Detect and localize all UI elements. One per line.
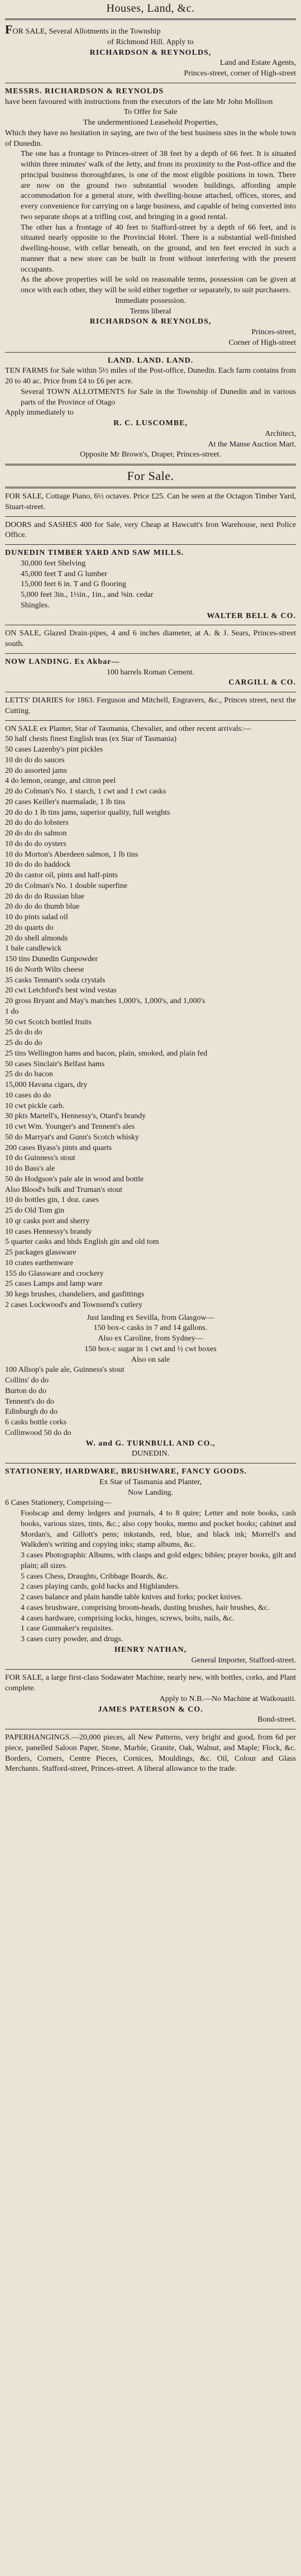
ad-text: 4 cases brushware, comprising broom-heads, dusting brushes, hair brushes, &c. <box>21 1603 270 1612</box>
divider <box>5 18 296 20</box>
list-item: 25 cases Lamps and lamp ware <box>5 1280 103 1289</box>
ad-text: 45,000 feet T and G lumber <box>21 569 108 578</box>
list-item: 20 gross Bryant and May's matches 1,000's, 1,000's, and 1,000's <box>5 997 206 1005</box>
list-item: 30 kegs brushes, chandeliers, and gasfittings <box>5 1290 145 1299</box>
advertiser-name: WALTER BELL & CO. <box>207 611 296 620</box>
list-item: 35 casks Tennant's soda crystals <box>5 976 106 985</box>
ad-text: Apply to N.B.—No Machine at Waikouaiti. <box>159 1694 296 1703</box>
ad-text: Tennent's do do <box>5 1397 54 1406</box>
ad-heading: MESSRS. RICHARDSON & REYNOLDS <box>5 87 164 96</box>
ad-text: Land and Estate Agents, <box>219 59 296 68</box>
ad-address: General Importer, Stafford-street. <box>191 1656 296 1665</box>
list-item: 50 half chests finest English teas (ex Star of Tasmania) <box>5 735 177 744</box>
list-item: 25 do do bacon <box>5 1070 53 1079</box>
section-heading-for-sale: For Sale. <box>127 469 174 483</box>
ad-text: As the above properties will be sold on reasonable terms, possession can be given at once with each other, they will be sold either together or separately, to suit purchasers. <box>21 275 296 294</box>
list-item: 10 do do do oysters <box>5 839 66 848</box>
list-item: 50 do Marryat's and Gunn's Scotch whisky <box>5 1133 139 1142</box>
list-item: 50 do Hodgson's pale ale in wood and bottle <box>5 1175 144 1184</box>
ad-text: 3 cases Photographic Albums, with clasps and gold edges; bibles; prayer books, gilt and plain; all sizes. <box>21 1551 296 1570</box>
ad-line <box>5 23 296 37</box>
ad-text: Several TOWN ALLOTMENTS for Sale in the Township of Dunedin and in various parts of the Province of Otago <box>21 387 296 407</box>
list-item: 20 do do do lobsters <box>5 819 69 828</box>
newspaper-column <box>5 0 296 1775</box>
list-item: 20 cases Keiller's marmalade, 1 lb tins <box>5 797 126 806</box>
list-item: 10 cwt Wm. Younger's and Tennent's ales <box>5 1123 135 1131</box>
ad-text: Edinburgh do do <box>5 1408 58 1417</box>
advertiser-name: CARGILL & CO. <box>228 678 296 687</box>
list-item: 200 cases Byass's pints and quarts <box>5 1143 112 1152</box>
ad-now-landing <box>5 657 296 688</box>
list-item: 20 do do do salmon <box>5 829 67 838</box>
list-item: 20 do Colman's No. 1 starch, 1 cwt and 1 cwt casks <box>5 787 166 796</box>
list-item: 10 do Bass's ale <box>5 1165 55 1173</box>
list-item: 25 tins Wellington hams and bacon, plain, smoked, and plain fed <box>5 1049 208 1058</box>
ad-text: Now Landing. <box>128 1488 173 1497</box>
ad-paperhangings <box>5 1733 296 1775</box>
ad-text: 4 cases hardware, comprising locks, hinges, screws, bolts, nails, &c. <box>21 1614 235 1623</box>
ad-letts-diaries <box>5 696 296 717</box>
list-item: Also Blood's bulk and Truman's stout <box>5 1185 123 1194</box>
list-item: 50 cases Lazenby's pint pickles <box>5 745 103 754</box>
ad-text: LETTS' DIARIES for 1863. Ferguson and Mitchell, Engravers, &c., Princes street, next the Cutting. <box>5 696 296 715</box>
divider <box>5 544 296 545</box>
divider <box>5 516 296 517</box>
ad-text: Apply immediately to <box>5 408 74 417</box>
ad-text: DOORS and SASHES 400 for Sale, very Cheap at Hawcutt's Iron Warehouse, next Police Office. <box>5 520 296 540</box>
list-item: 10 qr casks port and sherry <box>5 1216 90 1225</box>
item-list <box>5 734 296 1310</box>
list-item: 5 quarter casks and hhds English gin and old tom <box>5 1238 159 1247</box>
list-item: 30 pkts Martell's, Hennessy's, Otard's brandy <box>5 1112 146 1121</box>
divider <box>5 487 296 488</box>
advertiser-name: JAMES PATERSON & CO. <box>98 1705 203 1714</box>
ad-text: 6 Cases Stationery, Comprising— <box>5 1499 112 1508</box>
list-item: 50 cwt Scotch bottled fruits <box>5 1018 92 1026</box>
list-item: 20 cwt Letchford's best wind vestas <box>5 986 117 995</box>
ad-glazed-pipes <box>5 629 296 650</box>
ad-text: Terms liberal <box>130 307 171 316</box>
ad-address: DUNEDIN. <box>131 1449 170 1458</box>
ad-text: The one has a frontage to Princes-street of 38 feet by a depth of 66 feet. It is situated within three minutes' walk of the Jetty, and from its proximity to the Post-office and the principal business thoroughfares, is one of the most eligible positions in town. There are now on the ground two substantial wooden buildings, affording ample accommodation for a general store, with dwelling-house attached, offices, stores, and every convenience for carrying on a large business, and capable of being converted into two separate shops at a trifling cost, and bringing in a good rental. <box>21 150 296 221</box>
ad-text: 100 Allsop's pale ale, Guinness's stout <box>5 1366 125 1375</box>
list-item: 10 do bottles gin, 1 doz. cases <box>5 1196 99 1205</box>
divider <box>5 720 296 721</box>
list-item: 25 do do do <box>5 1039 42 1047</box>
ad-text: Architect, <box>265 429 296 438</box>
list-item: 25 packages glassware <box>5 1248 77 1257</box>
list-item: 1 bale candlewick <box>5 944 62 953</box>
ad-text: ON SALE, Glazed Drain-pipes, 4 and 6 inches diameter, at A. & J. Sears, Princes-street south. <box>5 629 296 648</box>
advertiser-name: RICHARDSON & REYNOLDS, <box>89 317 212 326</box>
ad-text: 30,000 feet Shelving <box>21 559 86 568</box>
list-item: 10 do do do sauces <box>5 755 65 764</box>
ad-text: To Offer for Sale <box>123 108 178 117</box>
ad-text: 15,000 feet 6 in. T and G flooring <box>21 580 126 589</box>
list-item: 50 cases Sinclair's Belfast hams <box>5 1059 105 1068</box>
list-item: 10 cases do do <box>5 1091 51 1100</box>
ad-heading: NOW LANDING. Ex Akbar— <box>5 657 120 666</box>
section-heading-houses: Houses, Land, &c. <box>106 2 195 15</box>
ad-text: 100 barrels Roman Cement. <box>106 668 195 677</box>
ad-address: Princes-street, corner of High-street <box>184 69 296 78</box>
ad-text: 5 cases Chess, Draughts, Cribbage Boards, &c. <box>21 1572 169 1581</box>
ad-land <box>5 356 296 461</box>
list-item: 4 do lemon, orange, and citron peel <box>5 777 116 786</box>
ad-text: 150 box-c casks in 7 and 14 gallons. <box>93 1324 208 1333</box>
list-item: 155 do Glassware and crockery <box>5 1269 104 1278</box>
list-item: 2 cases Lockwood's and Townsend's cutlery <box>5 1300 143 1309</box>
divider <box>5 1669 296 1670</box>
list-item: 10 do Morton's Aberdeen salmon, 1 lb tins <box>5 850 138 859</box>
ad-sodawater-machine <box>5 1673 296 1726</box>
ad-text: Also on sale <box>131 1355 170 1364</box>
list-item: 10 do do do haddock <box>5 861 71 869</box>
list-item: 1 do <box>5 1007 19 1016</box>
ad-heading: LAND. LAND. LAND. <box>107 356 194 365</box>
ad-text: 2 cases balance and plain handle table knives and forks; pocket knives. <box>21 1593 243 1601</box>
ad-stationery <box>5 1467 296 1666</box>
ad-text: 6 casks bottle corks <box>5 1418 67 1427</box>
ad-text: FOR SALE, a large first-class Sodawater Machine, nearly new, with bottles, corks, and Plant complete. <box>5 1674 296 1693</box>
ad-text: Which they have no hesitation in saying, are two of the best business sites in the whole town of Dunedin. <box>5 129 296 148</box>
ad-allotments <box>5 23 296 79</box>
list-item: 20 do castor oil, pints and half-pints <box>5 871 118 880</box>
list-item: 25 do do do <box>5 1028 42 1037</box>
ad-text: Ex Star of Tasmania and Planter, <box>99 1477 202 1486</box>
divider <box>5 352 296 353</box>
ad-timber-yard <box>5 548 296 621</box>
ad-text: FOR SALE, Cottage Piano, 6½ octaves. Price £25. Can be seen at the Octagon Timber Yard, Stuart-street. <box>5 492 296 511</box>
ad-doors-sashes <box>5 520 296 541</box>
list-item: 150 tins Dunedin Gunpowder <box>5 955 98 963</box>
list-item: 25 do Old Tom gin <box>5 1206 65 1215</box>
ad-richardson-properties <box>5 87 296 349</box>
advertiser-name: R. C. LUSCOMBE, <box>113 419 188 427</box>
list-item: 10 cwt pickle carb. <box>5 1101 65 1110</box>
ad-text: The undermentioned Leasehold Properties, <box>83 118 218 127</box>
list-item: 20 do assorted jams <box>5 766 67 775</box>
ad-text: The other has a frontage of 40 feet to Stafford-street by a depth of 66 feet, and is situated nearly opposite to the Provincial Hotel. There is a substantial well-finished dwelling-house, with cellar beneath, on the ground, and ten feet erected in such a manner that a new store can be built in front without interfering with the present occupants. <box>21 223 296 274</box>
ad-text: Immediate possession. <box>115 296 186 305</box>
ad-text: 2 cases playing cards, gold backs and Highlanders. <box>21 1582 180 1591</box>
ad-text: Princes-street, <box>251 328 296 336</box>
advertiser-name: HENRY NATHAN, <box>114 1645 187 1654</box>
ad-text: Shingles. <box>21 601 50 610</box>
ad-text: Collins' do do <box>5 1376 49 1385</box>
ad-text: 150 box-c sugar in 1 cwt and ½ cwt boxes <box>84 1344 217 1353</box>
advertiser-name: W. and G. TURNBULL AND CO., <box>85 1439 216 1448</box>
ad-intro: ON SALE ex Planter, Star of Tasmania, Chevalier, and other recent arrivals:— <box>5 724 251 733</box>
ad-text: TEN FARMS for Sale within 5½ miles of the Post-office, Dunedin. Each farm contains from 20 to 40 ac. Price from £4 to £6 per acre. <box>5 367 296 386</box>
ad-text: At the Manse Auction Mart. <box>208 440 296 449</box>
list-item: 20 do Colman's No. 1 double superfine <box>5 881 128 890</box>
list-item: 10 cases Hennessy's brandy <box>5 1227 92 1236</box>
drop-cap: F <box>5 22 13 36</box>
ad-text: Burton do do <box>5 1386 46 1395</box>
ad-on-sale-ex-planter <box>5 724 296 1460</box>
list-item: 20 do quarts do <box>5 923 54 932</box>
ad-heading: DUNEDIN TIMBER YARD AND SAW MILLS. <box>5 549 184 557</box>
list-item: 20 do do do Russian blue <box>5 892 84 901</box>
ad-address: Bond-street. <box>257 1715 296 1724</box>
ad-text: 3 cases curry powder, and drugs. <box>21 1635 123 1643</box>
ad-address: Corner of High-street <box>228 338 296 347</box>
list-item: 20 do do 1 lb tins jams, superior quality, full weights <box>5 808 170 817</box>
advertiser-name: RICHARDSON & REYNOLDS, <box>89 48 212 57</box>
list-item: 10 crates earthenware <box>5 1258 74 1267</box>
ad-text: Also ex Caroline, from Sydney— <box>98 1334 203 1343</box>
divider <box>5 653 296 654</box>
ad-text: 5,000 feet 3in., 1½in., 1in., and ⅝in. cedar <box>21 591 154 599</box>
list-item: 20 do do do thumb blue <box>5 902 80 911</box>
ad-text: have been favoured with instructions from the executors of the late Mr John Mollison <box>5 97 273 106</box>
list-item: 10 do Guinness's stout <box>5 1154 75 1163</box>
list-item: 16 do North Wilts cheese <box>5 965 84 974</box>
list-item: 10 do pints salad oil <box>5 913 68 921</box>
ad-address: Opposite Mr Brown's, Draper, Princes-street. <box>80 450 221 459</box>
ad-text: OR SALE, Several Allotments in the Township <box>12 27 161 36</box>
ad-heading: STATIONERY, HARDWARE, BRUSHWARE, FANCY GOODS. <box>5 1467 247 1476</box>
ad-text: PAPERHANGINGS.—20,000 pieces, all New Patterns, very bright and good, from 6d per piece, panelled Saloon Paper, Stone, Marble, Granite, Oak, Walnut, and Maple; Flock, &c. Borders, Corners, Centre Pieces, Cornices, Mouldings, &c. Oil, Colour and Glass Merchants. Stafford-street, Princes-street. A liberal allowance to the trade. <box>5 1733 296 1774</box>
ad-cottage-piano <box>5 492 296 513</box>
ad-text: Foolscap and demy ledgers and journals, 4 to 8 quire; Letter and note books, cash books, various sizes, tints, &c.; also copy books, memo and pocket books; cabinet and Mordan's, and Gillott's pens; inkstands, red, blue, and black ink; Morrell's and Walkden's writing and copying inks; stamp albums, &c. <box>21 1509 296 1550</box>
list-item: 15,000 Havana cigars, dry <box>5 1081 88 1089</box>
divider <box>5 464 296 465</box>
ad-text: of Richmond Hill. Apply to <box>107 37 194 46</box>
list-item: 20 do shell almonds <box>5 934 68 943</box>
ad-text: Just landing ex Sevilla, from Glasgow— <box>87 1313 214 1322</box>
ad-text: Collinwood 50 do do <box>5 1428 71 1437</box>
ad-text: 1 case Gunmaker's requisites. <box>21 1624 113 1633</box>
